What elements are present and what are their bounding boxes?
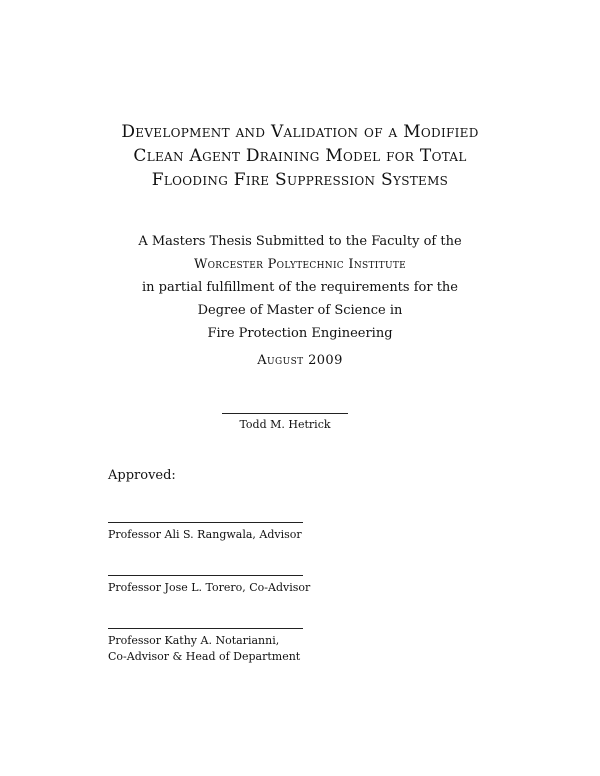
submission-date: August 2009 xyxy=(257,353,343,368)
submission-statement xyxy=(60,230,540,345)
co-advisor-name: Professor Jose L. Torero, Co-Advisor xyxy=(108,581,311,594)
thesis-title-line-2: Clean Agent Draining Model for Total xyxy=(133,146,467,166)
department-head-signature-line xyxy=(108,628,303,629)
co-advisor-signature-line xyxy=(108,575,303,576)
advisor-signature-line xyxy=(108,522,303,523)
thesis-title-line-3: Flooding Fire Suppression Systems xyxy=(151,170,449,190)
submission-line-4: Degree of Master of Science in xyxy=(197,303,403,318)
advisor-name: Professor Ali S. Rangwala, Advisor xyxy=(108,528,302,541)
submission-line-5: Fire Protection Engineering xyxy=(207,326,393,341)
thesis-title-line-1: Development and Validation of a Modified xyxy=(121,122,479,142)
institute-name: Worcester Polytechnic Institute xyxy=(193,257,407,272)
author-signature-line xyxy=(222,413,348,414)
author-name: Todd M. Hetrick xyxy=(239,418,331,431)
department-head-title: Co-Advisor & Head of Department xyxy=(108,650,301,663)
submission-line-3: in partial fulfillment of the requirements for the xyxy=(141,280,458,295)
thesis-title xyxy=(60,120,540,192)
submission-line-1: A Masters Thesis Submitted to the Faculty of the xyxy=(138,234,462,249)
department-head-name: Professor Kathy A. Notarianni, xyxy=(108,634,280,647)
approved-label: Approved: xyxy=(108,468,176,483)
